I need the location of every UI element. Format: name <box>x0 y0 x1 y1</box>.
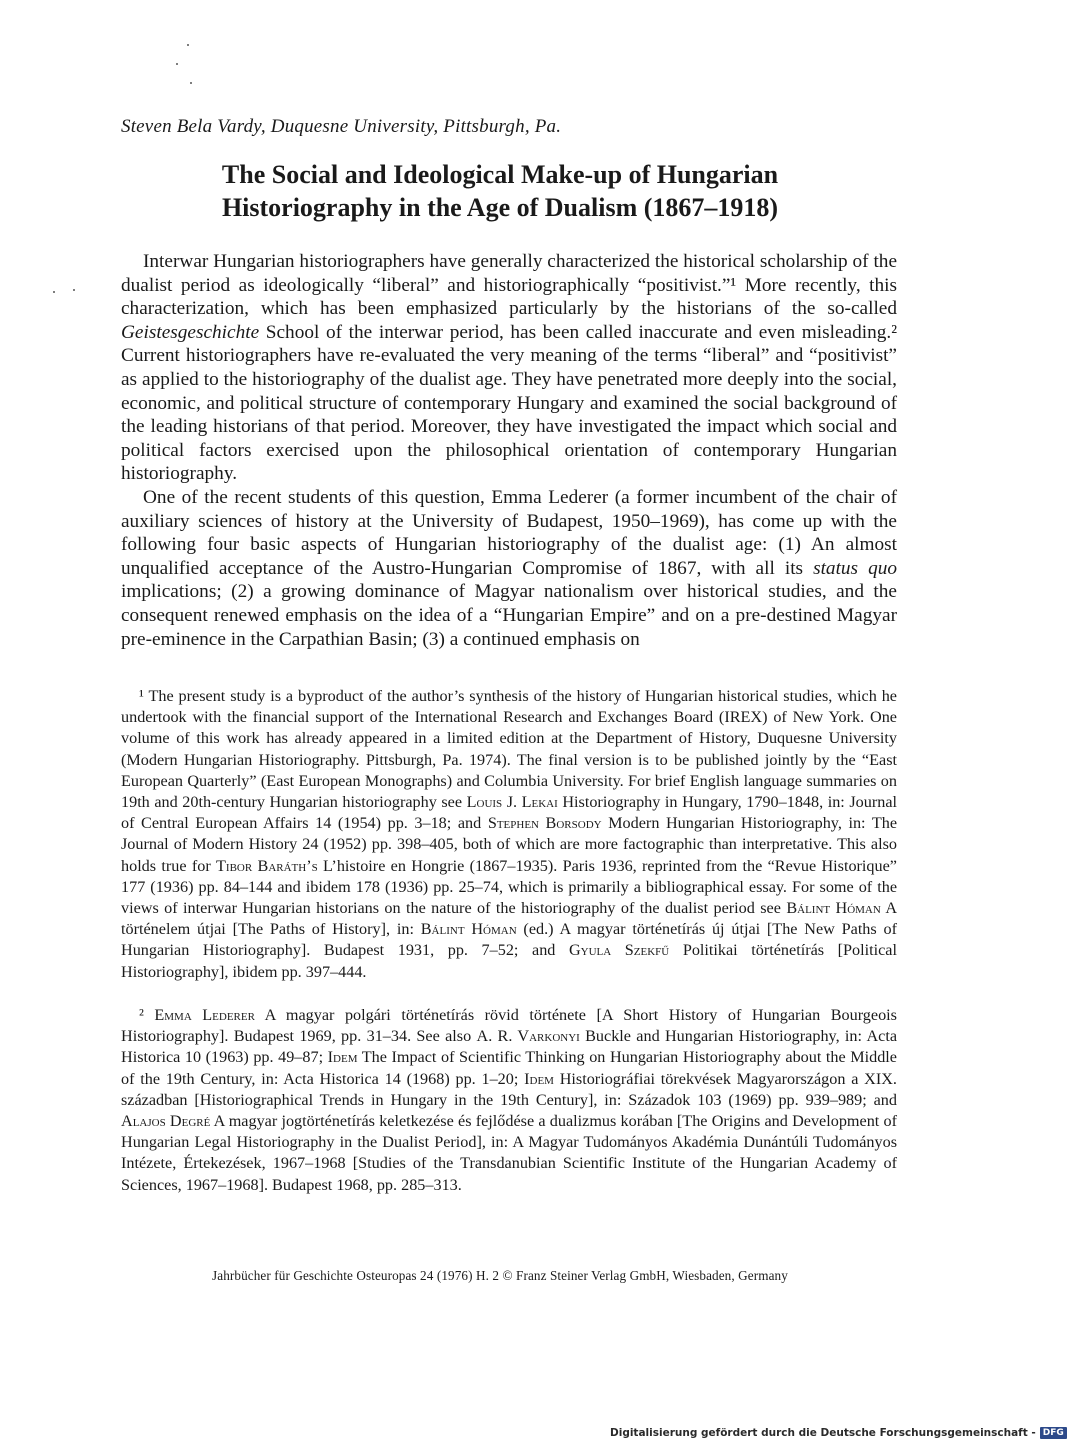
footnote-2: ² Emma Lederer A magyar polgári történetírás rövid története [A Short History of Hungarian Bourgeois Historiography]. Budapest 1969, pp. 31–34. See also A. R. Varkonyi Buckle and Hungarian Historiography, in: Acta Historica 10 (1963) pp. 49–87; Idem The Impact of Scientific Thinking on Hungarian Historiography about the Middle of the 19th Century, in: Acta Historica 14 (1968) pp. 1–20; Idem Historiográfiai törekvések Magyarországon a XIX. században [Historiographical Trends in Hungary in the 19th Century], in: Századok 103 (1969) pp. 939–989; and Alajos Degré A magyar jogtörténetírás keletkezése és fejlődése a dualizmus korában [The Origins and Development of Hungarian Legal Historiography in the Dualist Period], in: A Magyar Tudományos Akadémia Dunántúli Tudományos Intézete, Értekezések, 1967–1968 [Studies of the Transdanubian Scientific Institute of the Hungarian Academy of Sciences, 1967–1968]. Budapest 1968, pp. 285–313. <box>121 1006 898 1194</box>
paragraph-2: One of the recent students of this question, Emma Lederer (a former incumbent of the chair of auxiliary sciences of history at the University of Budapest, 1950–1969), has come up with the following four basic aspects of Hungarian historiography of the dualist age: (1) An almost unqualified acceptance of the Austro-Hungarian Compromise of 1867, with all its status quo implications; (2) a growing dominance of Magyar nationalism over historical studies, and the consequent renewed emphasis on the idea of a “Hungarian Empire” and on a pre-destined Magyar pre-eminence in the Carpathian Basin; (3) a continued emphasis on <box>121 486 897 650</box>
body-text <box>121 250 897 651</box>
scan-speck <box>190 82 192 84</box>
dfg-funding-notice <box>610 1424 1067 1441</box>
footnote-1: ¹ The present study is a byproduct of the author’s synthesis of the history of Hungarian historical studies, which he undertook with the financial support of the International Research and Exchanges Board (IREX) of New York. One volume of this work has already appeared in a limited edition at the Department of History, Duquesne University (Modern Hungarian Historiography. Pittsburgh, Pa. 1974). The final version is to be published jointly by the “East European Quarterly” (East European Monographs) and Columbia University. For brief English language summaries on 19th and 20th-century Hungarian historiography see Louis J. Lekai Historiography in Hungary, 1790–1848, in: Journal of Central European Affairs 14 (1954) pp. 3–18; and Stephen Borsody Modern Hungarian Historiography, in: The Journal of Modern History 24 (1952) pp. 398–405, both of which are more factographic than interpretative. This also holds true for Tibor Baráth’s L’histoire en Hongrie (1867–1935). Paris 1936, reprinted from the “Revue Historique” 177 (1936) pp. 84–144 and ibidem 178 (1936) pp. 25–74, which is primarily a bibliographical essay. For some of the views of interwar Hungarian historians on the nature of the historiography of the dualist period see Bálint Hóman A történelem útjai [The Paths of History], in: Bálint Hóman (ed.) A magyar történetírás új útjai [The New Paths of Hungarian Historiography]. Budapest 1931, pp. 7–52; and Gyula Szekfű Politikai történetírás [Political Historiography], ibidem pp. 397–444. <box>121 687 898 981</box>
dfg-logo-icon: DFG <box>1040 1427 1067 1439</box>
dfg-notice-text: Digitalisierung gefördert durch die Deutsche Forschungsgemeinschaft - <box>610 1426 1036 1439</box>
article-title <box>110 158 890 224</box>
author-line: Steven Bela Vardy, Duquesne University, Pittsburgh, Pa. <box>121 116 562 137</box>
scan-speck <box>73 289 75 291</box>
scan-speck <box>176 63 178 65</box>
title-line-2: Historiography in the Age of Dualism (1867–1918) <box>221 193 779 222</box>
title-line-1: The Social and Ideological Make-up of Hungarian <box>221 160 779 189</box>
scan-speck <box>187 44 189 46</box>
paragraph-1: Interwar Hungarian historiographers have generally characterized the historical scholarship of the dualist period as ideologically “liberal” and historiographically “positivist.”¹ More recently, this characterization, which has been emphasized particularly by the historians of the so-called Geistesgeschichte School of the interwar period, has been called inaccurate and even misleading.² Current historiographers have re-evaluated the very meaning of the terms “liberal” and “positivist” as applied to the historiography of the dualist age. They have penetrated more deeply into the social, economic, and political structure of contemporary Hungary and examined the social background of the leading historians of that period. Moreover, they have investigated the impact which social and political factors exercised upon the philosophical orientation of contemporary Hungarian historiography. <box>121 251 897 485</box>
journal-citation-footer: Jahrbücher für Geschichte Osteuropas 24 (1976) H. 2 © Franz Steiner Verlag GmbH, Wiesbaden, Germany <box>212 1268 788 1283</box>
scan-speck <box>53 291 55 293</box>
